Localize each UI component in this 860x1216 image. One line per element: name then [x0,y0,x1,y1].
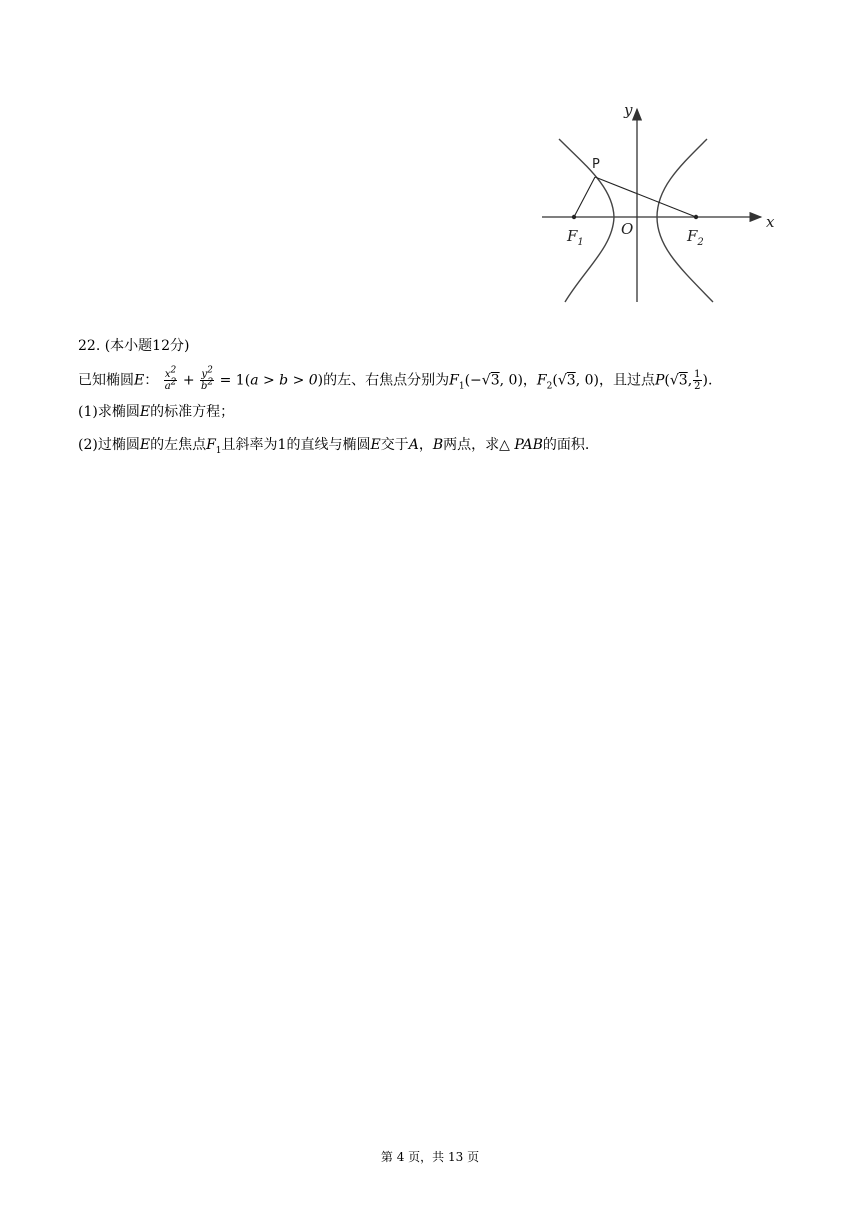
problem-stem: 已知椭圆E： $\frac{x^2}{a^2}$ + $\frac{y^2}{b^2}$ = 1(a > b > 0)的左、右焦点分别为$F_1(-√3$, 0)，$F_2(√3$, 0)，且过点P(√3, $\frac{1}{2}$ ). [78,365,713,392]
focus1-point [572,215,576,219]
fraction-one-half: $\frac{1}{2}$ [694,369,701,392]
fraction-x2-a2: $\frac{x^2}{a^2}$ [164,365,177,392]
x-axis-label: x [766,213,775,231]
problem-header: 22. (本小题12分) [78,338,190,354]
y-axis-label: y [624,101,633,119]
focus1-label: $F_1$ [567,227,584,248]
segment-p-f2 [595,177,696,217]
problem-part-2: (2)过椭圆E的左焦点$F_1$且斜率为1的直线与椭圆E交于A，B两点，求△ PAB的面积. [78,437,590,456]
hyperbola-right-branch [657,139,713,302]
problem-part-1: (1)求椭圆E的标准方程； [78,404,235,420]
point-p-label: P [592,157,600,172]
hyperbola-figure [535,95,785,310]
page-footer: 第 4 页，共 13 页 [380,1150,480,1164]
focus2-point [694,215,698,219]
problem-22 [78,336,798,468]
fraction-y2-b2: $\frac{y^2}{b^2}$ [201,365,214,392]
hyperbola-diagram [535,95,785,310]
hyperbola-left-branch [559,139,614,302]
origin-label: O [621,220,634,238]
segment-p-f1 [574,177,595,217]
focus2-label: $F_2$ [687,227,704,248]
